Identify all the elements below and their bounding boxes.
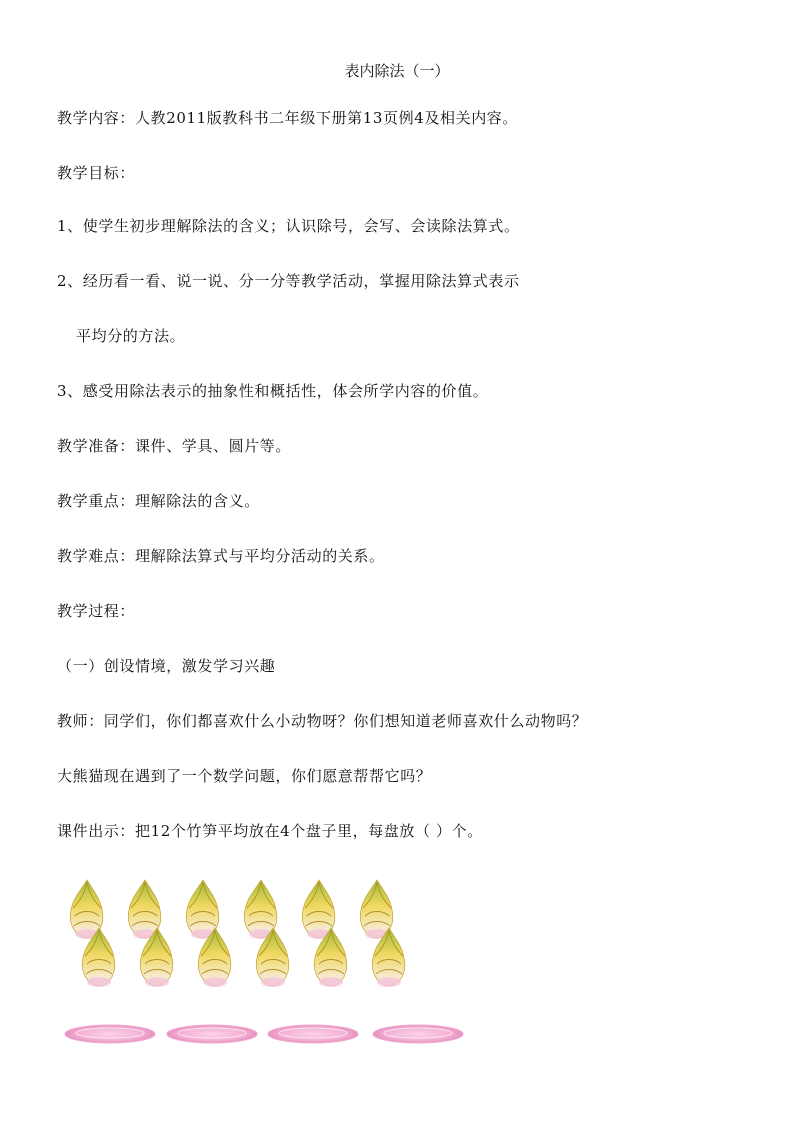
teaching-key-point: 教学重点：理解除法的含义。 bbox=[57, 492, 260, 510]
objective-3: 3、感受用除法表示的抽象性和概括性，体会所学内容的价值。 bbox=[57, 382, 489, 400]
objective-2-continued: 平均分的方法。 bbox=[76, 327, 186, 345]
page-title: 表内除法（一） bbox=[344, 62, 450, 80]
teaching-content: 教学内容：人教2011版教科书二年级下册第13页例4及相关内容。 bbox=[57, 109, 519, 127]
objective-2: 2、经历看一看、说一说、分一分等教学活动，掌握用除法算式表示 bbox=[57, 272, 520, 290]
teacher-dialogue: 教师：同学们，你们都喜欢什么小动物呀？你们想知道老师喜欢什么动物吗？ bbox=[57, 712, 588, 730]
section-1-heading: （一）创设情境，激发学习兴趣 bbox=[57, 657, 276, 675]
process-heading: 教学过程： bbox=[57, 602, 136, 620]
teaching-difficulty: 教学难点：理解除法算式与平均分活动的关系。 bbox=[57, 547, 385, 565]
courseware-problem: 课件出示：把12个竹笋平均放在4个盘子里，每盘放（ ）个。 bbox=[57, 822, 483, 840]
objective-1: 1、使学生初步理解除法的含义；认识除号，会写、会读除法算式。 bbox=[57, 217, 520, 235]
objectives-heading: 教学目标： bbox=[57, 164, 136, 182]
teaching-preparation: 教学准备：课件、学具、圆片等。 bbox=[57, 437, 292, 455]
bamboo-shoots-and-plates-illustration bbox=[55, 870, 495, 1060]
panda-problem: 大熊猫现在遇到了一个数学问题，你们愿意帮帮它吗？ bbox=[57, 767, 432, 785]
